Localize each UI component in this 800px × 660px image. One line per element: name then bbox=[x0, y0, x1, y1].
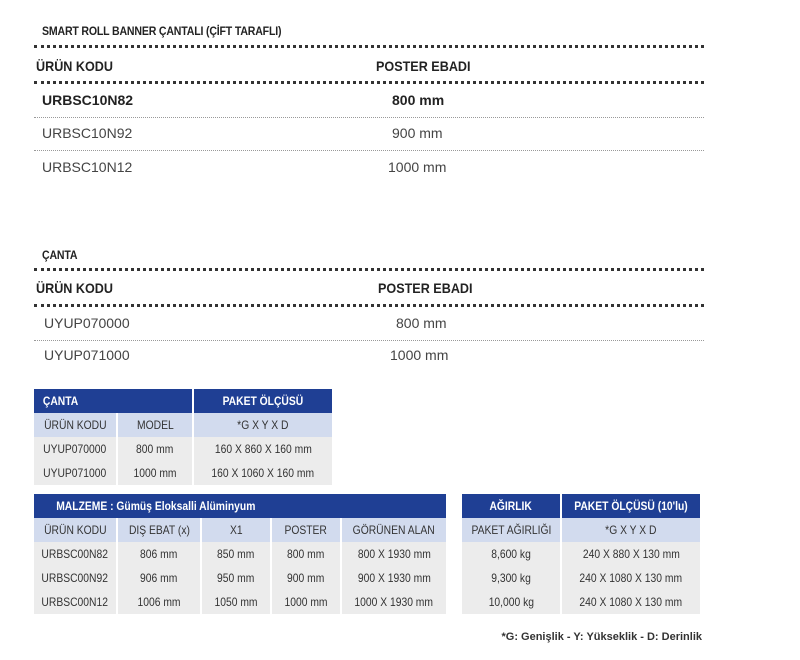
table-row-size: 1000 mm bbox=[388, 159, 447, 175]
material-head: MALZEME : Gümüş Eloksalli Alüminyum bbox=[34, 494, 446, 518]
section1-col-size: POSTER EBADI bbox=[376, 58, 471, 74]
col-header: ÜRÜN KODU bbox=[34, 413, 116, 437]
col-header: GÖRÜNEN ALAN bbox=[342, 518, 446, 542]
col-header: POSTER bbox=[272, 518, 340, 542]
package-10-head: PAKET ÖLÇÜSÜ (10'lu) bbox=[562, 494, 700, 518]
canta-package-table bbox=[32, 389, 334, 485]
col-header: *G X Y X D bbox=[562, 518, 700, 542]
material-table bbox=[32, 494, 448, 614]
table-row-code: UYUP071000 bbox=[44, 347, 130, 363]
section1-col-code: ÜRÜN KODU bbox=[36, 58, 114, 74]
table-row-code: URBSC10N92 bbox=[42, 125, 133, 141]
row-separator bbox=[34, 340, 704, 341]
weight-head: AĞIRLIK bbox=[462, 494, 560, 518]
divider bbox=[34, 45, 704, 48]
table-row: UYUP071000 1000 mm 160 X 1060 X 160 mm bbox=[34, 461, 332, 485]
table-row-code: URBSC10N12 bbox=[42, 159, 133, 175]
col-header: ÜRÜN KODU bbox=[34, 518, 116, 542]
section1-title: SMART ROLL BANNER ÇANTALI (ÇİFT TARAFLI) bbox=[42, 24, 282, 38]
table-row-size: 900 mm bbox=[392, 125, 443, 141]
col-header: DIŞ EBAT (x) bbox=[118, 518, 200, 542]
table-row: URBSC00N82 806 mm 850 mm 800 mm 800 X 1930 mm bbox=[34, 542, 446, 566]
canta-head: ÇANTA bbox=[34, 389, 192, 413]
row-separator bbox=[34, 117, 704, 118]
package-head: PAKET ÖLÇÜSÜ bbox=[194, 389, 332, 413]
table-row-code: UYUP070000 bbox=[44, 315, 130, 331]
divider bbox=[34, 81, 704, 84]
table-row: URBSC00N12 1006 mm 1050 mm 1000 mm 1000 X 1930 mm bbox=[34, 590, 446, 614]
divider bbox=[34, 268, 704, 271]
section2-col-size: POSTER EBADI bbox=[378, 280, 473, 296]
col-header: *G X Y X D bbox=[194, 413, 332, 437]
divider bbox=[34, 304, 704, 307]
col-header: MODEL bbox=[118, 413, 192, 437]
table-row: URBSC00N92 906 mm 950 mm 900 mm 900 X 1930 mm bbox=[34, 566, 446, 590]
table-row-size: 800 mm bbox=[396, 315, 447, 331]
weight-table bbox=[460, 494, 702, 614]
table-row-size: 800 mm bbox=[392, 92, 445, 108]
table-row: 9,300 kg 240 X 1080 X 130 mm bbox=[462, 566, 700, 590]
col-header: X1 bbox=[202, 518, 270, 542]
table-row-code: URBSC10N82 bbox=[42, 92, 134, 108]
table-row: 8,600 kg 240 X 880 X 130 mm bbox=[462, 542, 700, 566]
footnote: *G: Genişlik - Y: Yükseklik - D: Derinlik bbox=[501, 631, 702, 643]
table-row: 10,000 kg 240 X 1080 X 130 mm bbox=[462, 590, 700, 614]
row-separator bbox=[34, 150, 704, 151]
col-header: PAKET AĞIRLIĞI bbox=[462, 518, 560, 542]
table-row-size: 1000 mm bbox=[390, 347, 449, 363]
table-row: UYUP070000 800 mm 160 X 860 X 160 mm bbox=[34, 437, 332, 461]
section2-title: ÇANTA bbox=[42, 248, 78, 262]
section2-col-code: ÜRÜN KODU bbox=[36, 280, 114, 296]
